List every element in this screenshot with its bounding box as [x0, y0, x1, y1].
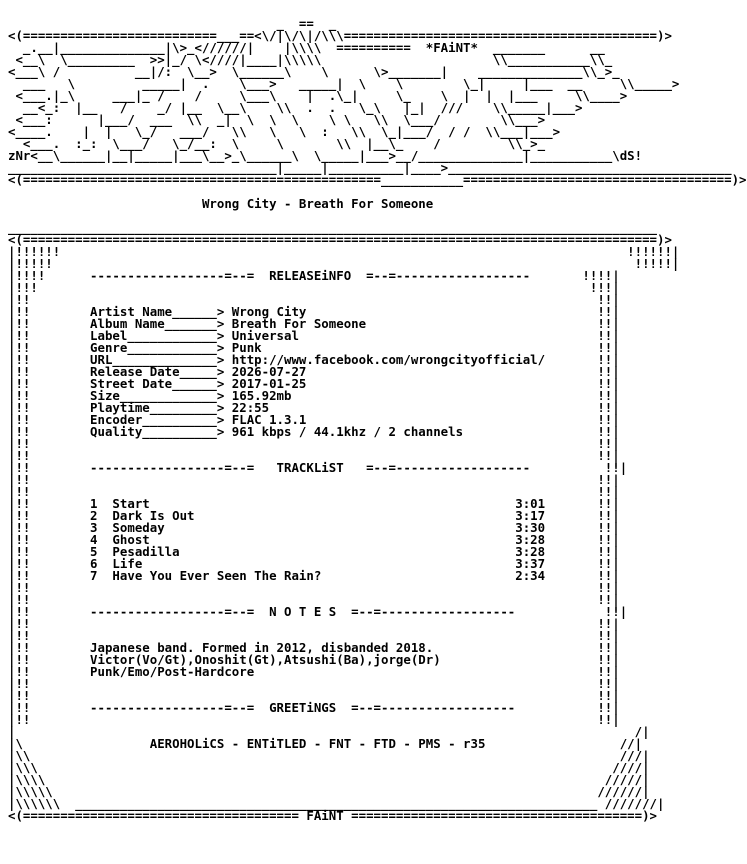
nfo-line: |!! !!|	[8, 472, 620, 487]
nfo-line: |!! !!|	[8, 484, 620, 499]
nfo-line: |!! Punk/Emo/Post-Hardcore !!|	[8, 664, 620, 679]
nfo-line: |\\\\\\ ______________________________________________________________________ ///////|	[8, 796, 665, 811]
nfo-line: _.__|______________|\>_<//////| |\\\\ ========== *FAiNT* _______ __	[8, 40, 605, 55]
nfo-line: _ == _	[8, 16, 337, 31]
nfo-line: |!! !!|	[8, 688, 620, 703]
nfo-line: |\\\\ /////|	[8, 772, 650, 787]
nfo-line: |!! Artist Name______> Wrong City !!|	[8, 304, 620, 319]
nfo-line: <(================================================___________====================================)>	[8, 172, 747, 187]
nfo-line: |\\\\\ //////|	[8, 784, 650, 799]
nfo-line: ___ \ _____| . \___> _____| \ \ \_| |___ __ \\_____>	[8, 76, 680, 91]
nfo-line: |!! !!|	[8, 712, 620, 727]
nfo-line: |!!!!!! !!!!!!|	[8, 244, 680, 259]
nfo-line: |!! Genre____________> Punk !!|	[8, 340, 620, 355]
nfo-line: |!! !!|	[8, 616, 620, 631]
nfo-line: <___.|_\ ___|_ / / \___\ | .\_| \_ \ | | |___ \\____>	[8, 88, 628, 103]
nfo-line: |!! !!|	[8, 448, 620, 463]
nfo-line: |!! Playtime_________> 22:55 !!|	[8, 400, 620, 415]
nfo-line: Wrong City - Breath For Someone	[8, 196, 434, 211]
nfo-line: |!! 3 Someday 3:30 !!|	[8, 520, 620, 535]
nfo-line: |!! Japanese band. Formed in 2012, disbanded 2018. !!|	[8, 640, 620, 655]
nfo-line: |!! 1 Start 3:01 !!|	[8, 496, 620, 511]
nfo-line: |!! 6 Life 3:37 !!|	[8, 556, 620, 571]
nfo-line: |!! ------------------=--= N O T E S =--=------------------ !!|	[8, 604, 628, 619]
nfo-line: |!! ------------------=--= GREETiNGS =--=------------------ !!|	[8, 700, 620, 715]
nfo-line: |!!!! ------------------=--= RELEASEiNFO =--=------------------ !!!!|	[8, 268, 620, 283]
nfo-line: |!! !!|	[8, 676, 620, 691]
nfo-line: <(===================================== FAiNT =======================================)>	[8, 808, 658, 823]
nfo-line: |!! Street Date______> 2017-01-25 !!|	[8, 376, 620, 391]
nfo-line: <(=====================================================================================)>	[8, 232, 672, 247]
nfo-line: |!!! !!!|	[8, 280, 620, 295]
nfo-text	[8, 18, 747, 822]
nfo-line: |!! !!|	[8, 436, 620, 451]
nfo-line: |!! 2 Dark Is Out 3:17 !!|	[8, 508, 620, 523]
nfo-line: <(==========================___==<\/|\/\|/\\\==========================================)>	[8, 28, 672, 43]
nfo-line: |!!!!! !!!!!|	[8, 256, 680, 271]
nfo-line: ____________________________________|_____|__________|____>______________________________________	[8, 160, 732, 175]
nfo-line: zNr<__\______|__|_____|___\__>_\______\ \_____|___>__/______________|___________\dS!	[8, 148, 643, 163]
nfo-line: |!! !!|	[8, 628, 620, 643]
nfo-line: |!! Encoder__________> FLAC 1.3.1 !!|	[8, 412, 620, 427]
nfo-line: <___: |___/ ___ \\ _| \ \ \ \ \ \\ \___/ \\___>	[8, 112, 546, 127]
nfo-line: <__\ \_________ >>|_/ \<////|____|\\\\\ \\___________\\_	[8, 52, 613, 67]
nfo-line: |!! Victor(Vo/Gt),Onoshit(Gt),Atsushi(Ba),jorge(Dr) !!|	[8, 652, 620, 667]
nfo-line: |!! !!|	[8, 580, 620, 595]
nfo-line: |\\\ ////|	[8, 760, 650, 775]
nfo-line: <___. :_: \___/ \_/__: \ \ \\ |__\_ / \\_>_	[8, 136, 546, 151]
nfo-line: |!! URL______________> http://www.facebook.com/wrongcityofficial/ !!|	[8, 352, 620, 367]
nfo-line: __<_: |__ / _/ |__ \__\ \\ . . \_\ |_| /// \\_____|___>	[8, 100, 583, 115]
nfo-line: |!! Release Date_____> 2026-07-27 !!|	[8, 364, 620, 379]
nfo-line: <____. | | \_/ ___/ \\ \ \ : \\ \_|___/ / / \\___|___>	[8, 124, 561, 139]
nfo-line: |!! !!|	[8, 592, 620, 607]
nfo-line: |\ AEROHOLiCS - ENTiTLED - FNT - FTD - PMS - r35 //|	[8, 736, 643, 751]
nfo-line: |!! Quality__________> 961 kbps / 44.1khz / 2 channels !!|	[8, 424, 620, 439]
nfo-line: |!! Label____________> Universal !!|	[8, 328, 620, 343]
nfo-line: |!! 4 Ghost 3:28 !!|	[8, 532, 620, 547]
nfo-line: |\\ ///|	[8, 748, 650, 763]
nfo-line: |!! 5 Pesadilla 3:28 !!|	[8, 544, 620, 559]
nfo-line: |!! !!|	[8, 292, 620, 307]
nfo-line: |!! Album Name_______> Breath For Someone !!|	[8, 316, 620, 331]
nfo-line: |!! ------------------=--= TRACKLiST =--=------------------ !!|	[8, 460, 628, 475]
nfo-line: |!! Size_____________> 165.92mb !!|	[8, 388, 620, 403]
nfo-line: |!! 7 Have You Ever Seen The Rain? 2:34 !!|	[8, 568, 620, 583]
nfo-line: | /|	[8, 724, 650, 739]
nfo-line: <___\ / __|/: \__> \______\ \ \>_______| ______________\\_>_	[8, 64, 620, 79]
nfo-line: _______________________________________________________________________________________	[8, 220, 658, 235]
